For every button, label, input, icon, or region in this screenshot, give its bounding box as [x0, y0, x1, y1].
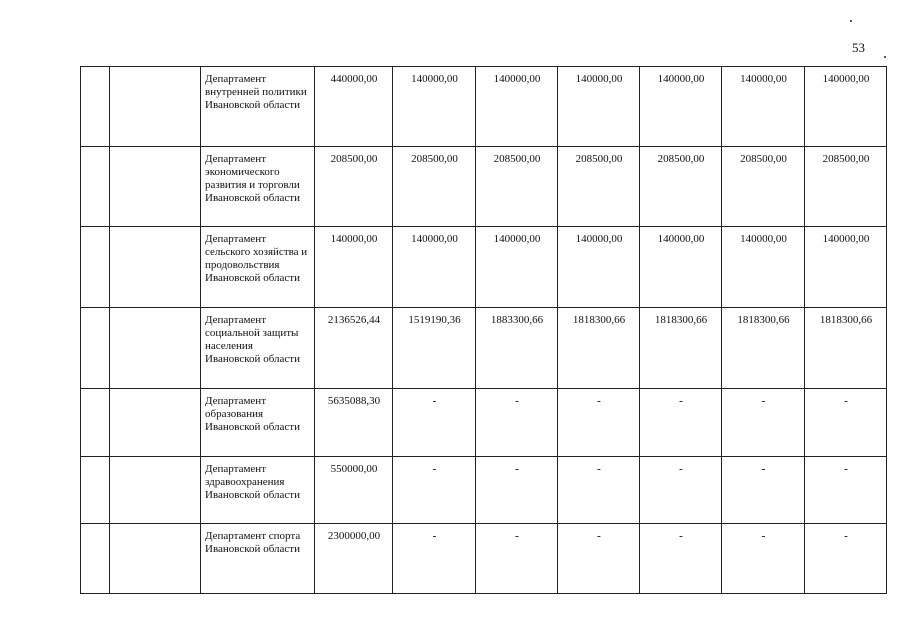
empty-cell: [81, 147, 110, 227]
table-row: [81, 227, 887, 308]
table-row: [81, 67, 887, 147]
empty-cell: [110, 457, 201, 524]
table-row: [81, 389, 887, 457]
amount-cell: 208500,00: [558, 147, 640, 227]
amount-cell: -: [476, 524, 558, 594]
amount-cell: 1818300,66: [722, 308, 805, 389]
amount-cell: -: [640, 457, 722, 524]
amount-cell: 1519190,36: [393, 308, 476, 389]
department-cell: Департамент социальной защиты населения Ивановской области: [201, 308, 315, 389]
amount-cell: -: [393, 389, 476, 457]
amount-cell: -: [640, 389, 722, 457]
amount-cell: 1883300,66: [476, 308, 558, 389]
amount-cell: 208500,00: [476, 147, 558, 227]
table-row: [81, 308, 887, 389]
amount-cell: -: [805, 524, 887, 594]
empty-cell: [110, 147, 201, 227]
amount-cell: 2300000,00: [315, 524, 393, 594]
amount-cell: 550000,00: [315, 457, 393, 524]
empty-cell: [110, 389, 201, 457]
scan-speck: [884, 56, 886, 58]
amount-cell: 140000,00: [722, 67, 805, 147]
amount-cell: 140000,00: [805, 227, 887, 308]
empty-cell: [110, 524, 201, 594]
amount-cell: -: [805, 389, 887, 457]
amount-cell: -: [476, 389, 558, 457]
department-cell: Департамент внутренней политики Ивановской области: [201, 67, 315, 147]
amount-cell: 140000,00: [393, 227, 476, 308]
amount-cell: -: [722, 389, 805, 457]
empty-cell: [81, 227, 110, 308]
empty-cell: [81, 67, 110, 147]
amount-cell: 208500,00: [805, 147, 887, 227]
amount-cell: -: [476, 457, 558, 524]
budget-table: [80, 66, 887, 594]
amount-cell: 2136526,44: [315, 308, 393, 389]
department-cell: Департамент образования Ивановской области: [201, 389, 315, 457]
amount-cell: -: [805, 457, 887, 524]
amount-cell: 140000,00: [315, 227, 393, 308]
department-cell: Департамент здравоохранения Ивановской области: [201, 457, 315, 524]
amount-cell: 140000,00: [558, 67, 640, 147]
amount-cell: 5635088,30: [315, 389, 393, 457]
amount-cell: 140000,00: [476, 67, 558, 147]
amount-cell: -: [393, 524, 476, 594]
amount-cell: 208500,00: [722, 147, 805, 227]
department-cell: Департамент сельского хозяйства и продовольствия Ивановской области: [201, 227, 315, 308]
amount-cell: -: [558, 457, 640, 524]
empty-cell: [81, 308, 110, 389]
amount-cell: 140000,00: [640, 67, 722, 147]
scan-speck: [850, 20, 852, 22]
department-cell: Департамент спорта Ивановской области: [201, 524, 315, 594]
empty-cell: [81, 389, 110, 457]
amount-cell: 208500,00: [640, 147, 722, 227]
amount-cell: -: [393, 457, 476, 524]
amount-cell: 440000,00: [315, 67, 393, 147]
amount-cell: 140000,00: [558, 227, 640, 308]
amount-cell: 208500,00: [393, 147, 476, 227]
table-row: [81, 524, 887, 594]
amount-cell: -: [558, 389, 640, 457]
empty-cell: [81, 457, 110, 524]
empty-cell: [110, 227, 201, 308]
table-row: [81, 147, 887, 227]
amount-cell: -: [722, 524, 805, 594]
amount-cell: 140000,00: [722, 227, 805, 308]
empty-cell: [110, 308, 201, 389]
department-cell: Департамент экономического развития и торговли Ивановской области: [201, 147, 315, 227]
amount-cell: 208500,00: [315, 147, 393, 227]
table-row: [81, 457, 887, 524]
amount-cell: -: [722, 457, 805, 524]
amount-cell: 1818300,66: [558, 308, 640, 389]
amount-cell: -: [558, 524, 640, 594]
amount-cell: 140000,00: [476, 227, 558, 308]
empty-cell: [110, 67, 201, 147]
amount-cell: 1818300,66: [640, 308, 722, 389]
page-number: 53: [852, 40, 865, 55]
empty-cell: [81, 524, 110, 594]
amount-cell: 1818300,66: [805, 308, 887, 389]
amount-cell: 140000,00: [393, 67, 476, 147]
amount-cell: 140000,00: [805, 67, 887, 147]
amount-cell: 140000,00: [640, 227, 722, 308]
amount-cell: -: [640, 524, 722, 594]
